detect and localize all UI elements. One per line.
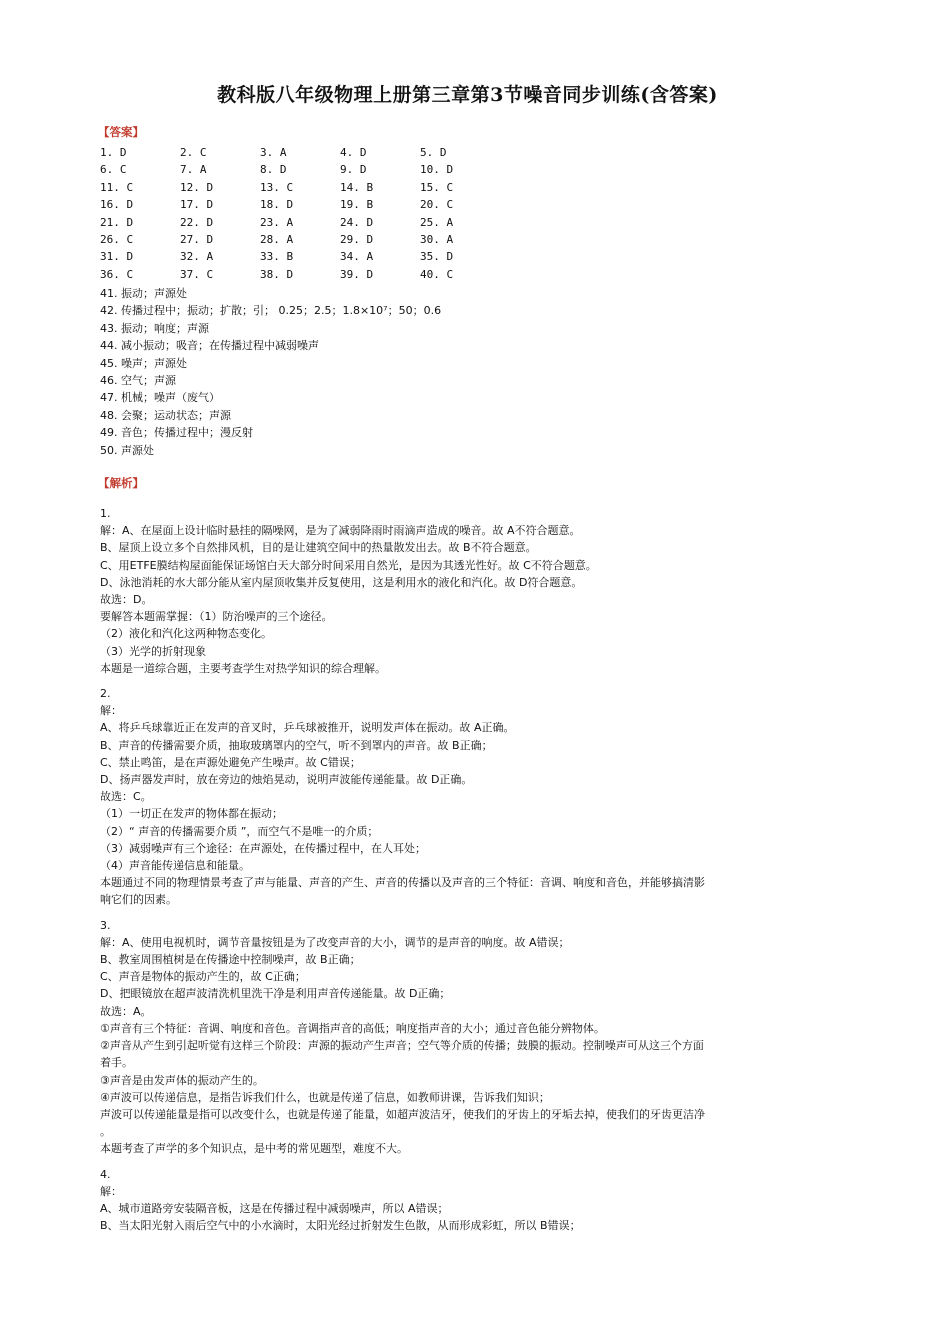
- explanation-line: B、声音的传播需要介质，抽取玻璃罩内的空气，听不到罩内的声音。故 B正确；: [100, 738, 493, 752]
- answer-cell: 36. C: [100, 267, 134, 281]
- explanation-line: B、当太阳光射入雨后空气中的小水滴时，太阳光经过折射发生色散，从而形成彩虹，所以 B错误；: [100, 1219, 581, 1233]
- question-number: 1.: [100, 507, 111, 520]
- explanation-line: 着手。: [100, 1056, 133, 1070]
- fill-answer-item: 41. 振动；声源处: [100, 287, 187, 300]
- explanation-line: 解：: [100, 704, 122, 718]
- answer-cell: 4. D: [340, 146, 367, 159]
- explanation-line: 故选：D。: [100, 593, 153, 607]
- answer-cell: 2. C: [180, 146, 207, 159]
- question-number: 4.: [100, 1167, 111, 1181]
- explanation-block: [100, 917, 825, 1158]
- explanation-line: 解：: [100, 1184, 122, 1198]
- explanation-line: 故选：C。: [100, 790, 152, 804]
- answer-cell: 25. A: [420, 215, 454, 229]
- explanation-line: 解：A、在屋面上设计临时悬挂的隔噪网，是为了减弱降雨时雨滴声造成的噪音。故 A不符合题意。: [100, 524, 581, 538]
- answer-cell: 38. D: [260, 267, 294, 281]
- fill-answer-item: 44. 减小振动；吸音；在传播过程中减弱噪声: [100, 339, 319, 353]
- answer-cell: 28. A: [260, 232, 294, 246]
- answer-cell: 37. C: [180, 267, 214, 281]
- fill-answer-item: 43. 振动；响度；声源: [100, 321, 209, 335]
- answer-cell: 10. D: [420, 163, 454, 177]
- explanation-line: ②声音从产生到引起听觉有这样三个阶段：声源的振动产生声音；空气等介质的传播；鼓膜的振动。控制噪声可从这三个方面: [100, 1039, 704, 1053]
- answer-cell: 6. C: [100, 163, 127, 177]
- fill-answer-item: 47. 机械；噪声（废气）: [100, 391, 220, 405]
- explanation-line: 故选：A。: [100, 1004, 152, 1018]
- explanation-line: 本题通过不同的物理情景考查了声与能量、声音的产生、声音的传播以及声音的三个特征：音调、响度和音色，并能够搞清影: [100, 876, 705, 890]
- fill-answer-item: 49. 音色；传播过程中；漫反射: [100, 426, 253, 440]
- explanation-block: [100, 1166, 825, 1235]
- explanation-line: C、声音是物体的振动产生的，故 C正确；: [100, 970, 306, 984]
- answer-cell: 40. C: [420, 267, 454, 281]
- explanation-line: 要解答本题需掌握：（1）防治噪声的三个途径。: [100, 610, 333, 624]
- analysis-section-label: 【解析】: [98, 476, 144, 490]
- explanation-line: 本题是一道综合题，主要考查学生对热学知识的综合理解。: [100, 661, 386, 675]
- explanation-line: A、将乒乓球靠近正在发声的音叉时，乒乓球被推开，说明发声体在振动。故 A正确。: [100, 721, 515, 735]
- explanation-line: （3）减弱噪声有三个途径：在声源处，在传播过程中，在人耳处；: [100, 841, 426, 855]
- answer-cell: 26. C: [100, 232, 134, 246]
- answer-cell: 32. A: [180, 250, 214, 264]
- answer-cell: 18. D: [260, 198, 294, 212]
- answer-cell: 5. D: [420, 146, 447, 159]
- answer-cell: 9. D: [340, 163, 367, 177]
- answer-cell: 3. A: [260, 146, 287, 159]
- fill-answer-item: 45. 噪声；声源处: [100, 356, 187, 370]
- answer-cell: 34. A: [340, 250, 374, 264]
- answer-cell: 23. A: [260, 215, 294, 229]
- answer-cell: 14. B: [340, 180, 374, 194]
- answer-cell: 35. D: [420, 250, 454, 264]
- fill-answer-item: 46. 空气；声源: [100, 373, 176, 387]
- explanation-line: C、禁止鸣笛，是在声源处避免产生噪声。故 C错误；: [100, 755, 361, 769]
- explanation-line: ①声音有三个特征：音调、响度和音色。音调指声音的高低；响度指声音的大小；通过音色能分辨物体。: [100, 1021, 605, 1035]
- explanation-block: [100, 685, 825, 909]
- explanation-line: D、扬声器发声时，放在旁边的烛焰晃动，说明声波能传递能量。故 D正确。: [100, 773, 473, 787]
- explanation-line: B、教室周围植树是在传播途中控制噪声，故 B正确；: [100, 953, 361, 967]
- answer-cell: 13. C: [260, 180, 294, 194]
- explanation-line: 本题考查了声学的多个知识点，是中考的常见题型，难度不大。: [100, 1142, 408, 1156]
- answer-cell: 29. D: [340, 232, 374, 246]
- answer-cell: 1. D: [100, 146, 127, 159]
- explanation-line: （1）一切正在发声的物体都在振动；: [100, 807, 283, 821]
- answer-cell: 30. A: [420, 232, 454, 246]
- answer-section-label: 【答案】: [98, 125, 144, 139]
- document-title: 教科版八年级物理上册第三章第3节噪音同步训练(含答案): [217, 84, 718, 106]
- explanation-line: （2）液化和汽化这两种物态变化。: [100, 627, 272, 641]
- explanation-section: [100, 505, 825, 1234]
- answer-cell: 21. D: [100, 215, 134, 229]
- answer-cell: 24. D: [340, 215, 374, 229]
- answer-cell: 31. D: [100, 250, 134, 264]
- answer-cell: 16. D: [100, 198, 134, 212]
- answer-cell: 20. C: [420, 198, 454, 212]
- explanation-block: [100, 505, 825, 677]
- answer-cell: 19. B: [340, 198, 374, 212]
- explanation-line: （4）声音能传递信息和能量。: [100, 859, 250, 873]
- answer-cell: 39. D: [340, 267, 374, 281]
- explanation-line: ④声波可以传递信息，是指告诉我们什么，也就是传递了信息，如教师讲课，告诉我们知识；: [100, 1090, 550, 1104]
- explanation-line: （3）光学的折射现象: [100, 644, 206, 658]
- explanation-line: A、城市道路旁安装隔音板，这是在传播过程中减弱噪声，所以 A错误；: [100, 1201, 449, 1215]
- answer-cell: 8. D: [260, 163, 287, 177]
- answer-cell: 17. D: [180, 198, 214, 212]
- explanation-line: D、把眼镜放在超声波清洗机里洗干净是利用声音传递能量。故 D正确；: [100, 987, 451, 1001]
- explanation-line: （2）“ 声音的传播需要介质 ”，而空气不是唯一的介质；: [100, 824, 379, 838]
- answer-cell: 22. D: [180, 215, 214, 229]
- fill-answer-list: [100, 285, 830, 459]
- answer-cell: 33. B: [260, 250, 294, 264]
- answer-cell: 7. A: [180, 163, 207, 177]
- answer-cell: 15. C: [420, 180, 454, 194]
- explanation-line: 。: [100, 1125, 111, 1139]
- explanation-line: C、用ETFE膜结构屋面能保证场馆白天大部分时间采用自然光，是因为其透光性好。故 C不符合题意。: [100, 558, 597, 572]
- explanation-line: B、屋顶上设立多个自然排风机，目的是让建筑空间中的热量散发出去。故 B不符合题意。: [100, 541, 537, 555]
- explanation-line: 响它们的因素。: [100, 893, 177, 907]
- answer-cell: 27. D: [180, 232, 214, 246]
- answer-cell: 12. D: [180, 180, 214, 194]
- answer-cell: 11. C: [100, 180, 134, 194]
- fill-answer-item: 50. 声源处: [100, 443, 154, 457]
- explanation-line: D、泳池消耗的水大部分能从室内屋顶收集并反复使用，这是利用水的液化和汽化。故 D符合题意。: [100, 575, 583, 589]
- fill-answer-item: 48. 会聚；运动状态；声源: [100, 408, 231, 422]
- explanation-line: ③声音是由发声体的振动产生的。: [100, 1073, 264, 1087]
- question-number: 3.: [100, 918, 111, 932]
- explanation-line: 声波可以传递能量是指可以改变什么，也就是传递了能量，如超声波洁牙，使我们的牙齿上的牙垢去掉，使我们的牙齿更洁净: [100, 1107, 705, 1121]
- question-number: 2.: [100, 687, 111, 701]
- explanation-line: 解：A、使用电视机时，调节音量按钮是为了改变声音的大小，调节的是声音的响度。故 A错误；: [100, 935, 570, 949]
- fill-answer-item: 42. 传播过程中；振动；扩散；引； 0.25；2.5；1.8×10⁷；50；0.6: [100, 304, 442, 318]
